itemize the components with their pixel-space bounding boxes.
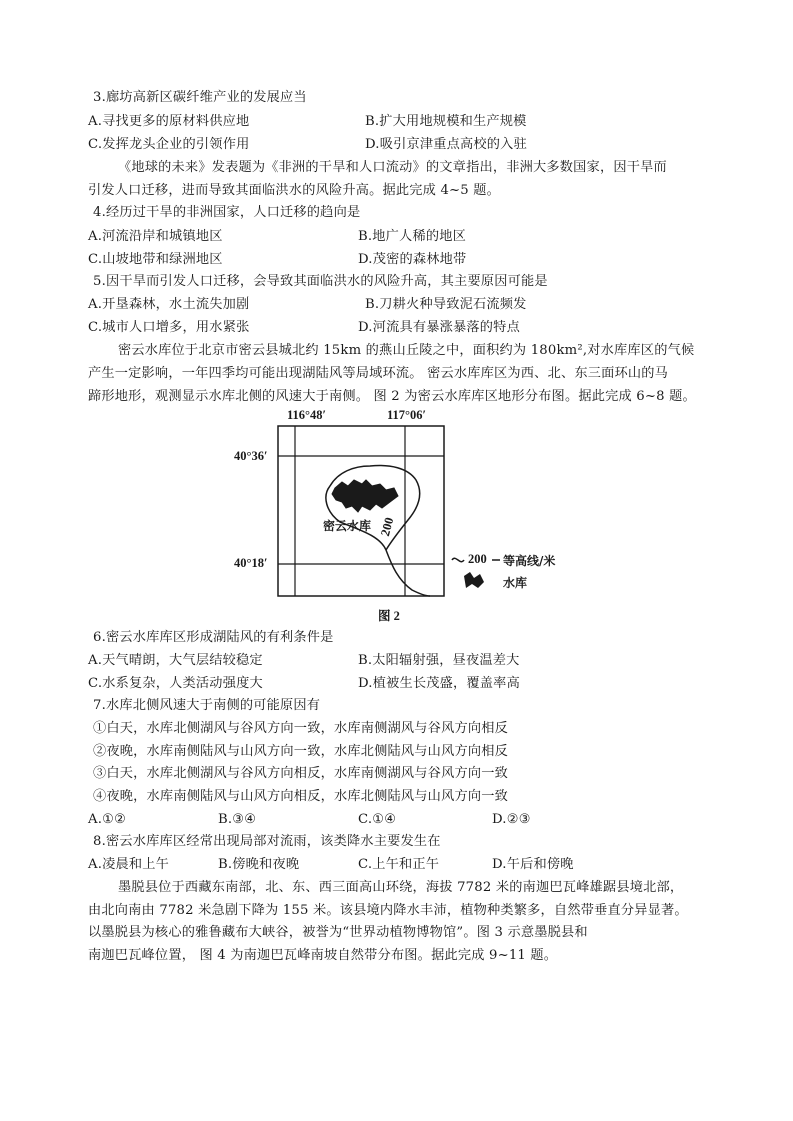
passage3-line1: 墨脱县位于西藏东南部，北、东、西三面高山环绕，海拔 7782 米的南迦巴瓦峰雄踞县境北部，: [118, 880, 684, 895]
legend-contour-value: 200: [468, 552, 487, 566]
q7-option-d: D.②③: [492, 812, 531, 827]
q4-stem: 4.经历过干旱的非洲国家，人口迁移的趋向是: [93, 205, 361, 220]
topographic-map: [230, 404, 570, 640]
q6-option-c: C.水系复杂，人类活动强度大: [88, 676, 263, 691]
passage1-line1: 《地球的未来》发表题为《非洲的干旱和人口流动》的文章指出，非洲大多数国家，因干旱而: [118, 160, 667, 175]
q7-statement-4: ④夜晚，水库南侧陆风与山风方向相反，水库北侧陆风与山风方向一致: [93, 789, 509, 804]
q5-option-a: A.开垦森林，水土流失加剧: [88, 297, 250, 312]
legend-reservoir-text: 水库: [503, 576, 528, 590]
q3-stem: 3.廊坊高新区碳纤维产业的发展应当: [93, 90, 307, 105]
q6-option-b: B.太阳辐射强，昼夜温差大: [358, 653, 520, 668]
passage3-line3: 以墨脱县为核心的雅鲁藏布大峡谷，被誉为“世界动植物博物馆”。图 3 示意墨脱县和: [88, 925, 588, 940]
passage2-line2: 产生一定影响，一年四季均可能出现湖陆风等局域环流。 密云水库库区为西、北、东三面环山的马: [88, 366, 669, 381]
q7-option-a: A.①②: [88, 812, 127, 827]
latitude-label-top: 40°36′: [234, 449, 268, 463]
q5-stem: 5.因干旱而引发人口迁移，会导致其面临洪水的风险升高，其主要原因可能是: [93, 274, 548, 289]
q3-option-c: C.发挥龙头企业的引领作用: [88, 137, 250, 152]
figure-2-map: [230, 404, 570, 640]
q7-statement-1: ①白天，水库北侧湖风与谷风方向一致，水库南侧湖风与谷风方向相反: [93, 721, 509, 736]
reservoir-shape: [332, 480, 398, 512]
map-frame: [278, 426, 444, 596]
q7-stem: 7.水库北侧风速大于南侧的可能原因有: [93, 698, 321, 713]
legend-contour-symbol: [452, 558, 464, 561]
q8-option-d: D.午后和傍晚: [492, 857, 574, 872]
q8-option-c: C.上午和正午: [358, 857, 440, 872]
passage2-line1: 密云水库位于北京市密云县城北约 15km 的燕山丘陵之中，面积约为 180km²,对水库库区的气候: [118, 343, 695, 358]
q5-option-c: C.城市人口增多，用水紧张: [88, 320, 250, 335]
q5-option-d: D.河流具有暴涨暴落的特点: [358, 320, 520, 335]
contour-value-label: 200: [378, 515, 397, 538]
longitude-label-left: 116°48′: [287, 408, 327, 422]
q8-stem: 8.密云水库库区经常出现局部对流雨，该类降水主要发生在: [93, 834, 441, 849]
q4-option-d: D.茂密的森林地带: [358, 252, 467, 267]
q7-statement-3: ③白天，水库北侧湖风与谷风方向相反，水库南侧湖风与谷风方向一致: [93, 766, 509, 781]
q3-option-d: D.吸引京津重点高校的入驻: [365, 137, 527, 152]
reservoir-label: 密云水库: [323, 519, 372, 533]
q6-option-a: A.天气晴朗，大气层结较稳定: [88, 653, 263, 668]
passage3-line2: 由北向南由 7782 米急剧下降为 155 米。该县境内降水丰沛，植物种类繁多，自然带垂直分异显著。: [88, 903, 688, 918]
passage2-line3: 蹄形地形，观测显示水库北侧的风速大于南侧。 图 2 为密云水库库区地形分布图。据此完成 6~8 题。: [88, 389, 696, 404]
q6-stem: 6.密云水库库区形成湖陆风的有利条件是: [93, 630, 334, 645]
q7-option-b: B.③④: [218, 812, 257, 827]
q4-option-b: B.地广人稀的地区: [358, 229, 466, 244]
legend-contour-text: 等高线/米: [503, 554, 556, 568]
q4-option-c: C.山坡地带和绿洲地区: [88, 252, 223, 267]
q6-option-d: D.植被生长茂盛，覆盖率高: [358, 676, 520, 691]
passage3-line4: 南迦巴瓦峰位置， 图 4 为南迦巴瓦峰南坡自然带分布图。据此完成 9~11 题。: [88, 948, 558, 963]
q3-option-b: B.扩大用地规模和生产规模: [365, 114, 527, 129]
q8-option-a: A.凌晨和上午: [88, 857, 170, 872]
q7-statement-2: ②夜晚，水库南侧陆风与山风方向一致，水库北侧陆风与山风方向相反: [93, 744, 509, 759]
q5-option-b: B.刀耕火种导致泥石流频发: [365, 297, 527, 312]
q4-option-a: A.河流沿岸和城镇地区: [88, 229, 223, 244]
q3-option-a: A.寻找更多的原材料供应地: [88, 114, 250, 129]
figure-caption: 图 2: [378, 609, 400, 623]
latitude-label-bottom: 40°18′: [234, 556, 268, 570]
longitude-label-right: 117°06′: [387, 408, 427, 422]
q8-option-b: B.傍晚和夜晚: [218, 857, 300, 872]
legend-reservoir-symbol: [464, 572, 484, 588]
passage1-line2: 引发人口迁移，进而导致其面临洪水的风险升高。据此完成 4~5 题。: [88, 183, 501, 198]
q7-option-c: C.①④: [358, 812, 397, 827]
